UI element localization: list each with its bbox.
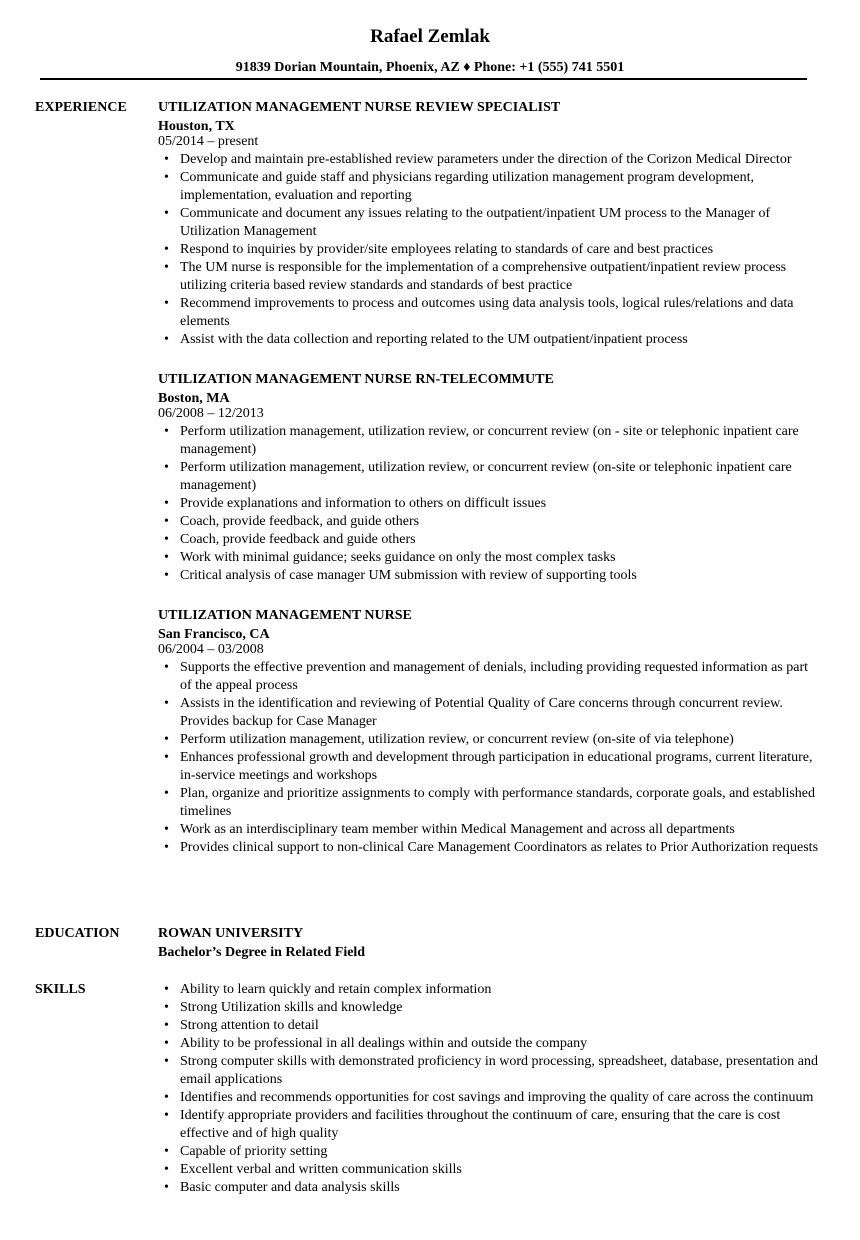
bullet-item — [158, 169, 818, 205]
job-bullets — [158, 151, 818, 349]
bullet-icon: • — [164, 424, 169, 439]
bullet-icon: • — [164, 1054, 169, 1069]
bullet-icon: • — [164, 296, 169, 311]
bullet-icon: • — [164, 1000, 169, 1015]
bullet-text: Work with minimal guidance; seeks guidance on only the most complex tasks — [180, 550, 616, 565]
bullet-item — [158, 1035, 818, 1053]
bullet-item — [158, 1143, 818, 1161]
bullet-text: Basic computer and data analysis skills — [180, 1180, 400, 1195]
bullet-text: Plan, organize and prioritize assignments to comply with performance standards, corporate goals, and established timelines — [180, 786, 816, 819]
bullet-icon: • — [164, 260, 169, 275]
bullet-item — [158, 549, 818, 567]
bullet-icon: • — [164, 496, 169, 511]
header-divider — [40, 78, 807, 80]
contact-line: 91839 Dorian Mountain, Phoenix, AZ ♦ Phone: +1 (555) 741 5501 — [235, 60, 625, 75]
bullet-icon: • — [164, 822, 169, 837]
bullet-item — [158, 839, 818, 857]
bullet-text: Assist with the data collection and reporting related to the UM outpatient/inpatient process — [180, 332, 688, 347]
bullet-item — [158, 495, 818, 513]
school-name: ROWAN UNIVERSITY — [158, 926, 304, 941]
bullet-icon: • — [164, 1108, 169, 1123]
bullet-item — [158, 151, 818, 169]
bullet-item — [158, 785, 818, 821]
job-bullets — [158, 659, 818, 857]
bullet-item — [158, 205, 818, 241]
bullet-text: Communicate and document any issues relating to the outpatient/inpatient UM process to the Manager of Utilization Management — [180, 206, 771, 239]
job-title: UTILIZATION MANAGEMENT NURSE RN-TELECOMMUTE — [158, 372, 554, 387]
bullet-icon: • — [164, 332, 169, 347]
bullet-item — [158, 981, 818, 999]
education-heading: EDUCATION — [35, 926, 120, 941]
bullet-icon: • — [164, 170, 169, 185]
experience-heading: EXPERIENCE — [35, 100, 127, 115]
bullet-icon: • — [164, 568, 169, 583]
bullet-text: Strong Utilization skills and knowledge — [180, 1000, 403, 1015]
candidate-name: Rafael Zemlak — [370, 26, 490, 47]
bullet-text: Excellent verbal and written communication skills — [180, 1162, 462, 1177]
bullet-text: Provide explanations and information to others on difficult issues — [180, 496, 547, 511]
bullet-item — [158, 1107, 818, 1143]
bullet-item — [158, 331, 818, 349]
bullet-item — [158, 1179, 818, 1197]
bullet-item — [158, 1053, 818, 1089]
bullet-icon: • — [164, 1036, 169, 1051]
bullet-icon: • — [164, 660, 169, 675]
bullet-item — [158, 999, 818, 1017]
bullet-text: Perform utilization management, utilization review, or concurrent review (on-site or telephonic inpatient care management) — [180, 460, 792, 493]
bullet-item — [158, 659, 818, 695]
job-title: UTILIZATION MANAGEMENT NURSE REVIEW SPECIALIST — [158, 100, 561, 115]
skills-list — [158, 981, 818, 1197]
bullet-text: Respond to inquiries by provider/site employees relating to standards of care and best practices — [180, 242, 714, 257]
bullet-item — [158, 731, 818, 749]
bullet-text: Communicate and guide staff and physicians regarding utilization management program development, implementation, evaluation and reporting — [180, 170, 754, 203]
bullet-icon: • — [164, 1162, 169, 1177]
bullet-icon: • — [164, 1144, 169, 1159]
bullet-text: Strong computer skills with demonstrated proficiency in word processing, spreadsheet, database, presentation and email applications — [180, 1054, 818, 1087]
bullet-icon: • — [164, 532, 169, 547]
bullet-icon: • — [164, 1090, 169, 1105]
bullet-text: Coach, provide feedback and guide others — [180, 532, 416, 547]
bullet-text: Identifies and recommends opportunities for cost savings and improving the quality of care across the continuum — [180, 1090, 814, 1105]
bullet-text: Ability to be professional in all dealings within and outside the company — [180, 1036, 588, 1051]
bullet-icon: • — [164, 460, 169, 475]
bullet-text: Identify appropriate providers and facilities throughout the continuum of care, ensuring that the care is cost effective and of high quality — [180, 1108, 781, 1141]
job-location: Houston, TX — [158, 119, 235, 134]
bullet-icon: • — [164, 152, 169, 167]
job-entry — [158, 99, 818, 349]
bullet-text: Assists in the identification and reviewing of Potential Quality of Care concerns through concurrent review. Provides backup for Case Manager — [180, 696, 783, 729]
bullet-item — [158, 567, 818, 585]
bullet-item — [158, 423, 818, 459]
bullet-text: Develop and maintain pre-established review parameters under the direction of the Corizon Medical Director — [180, 152, 792, 167]
bullet-text: Provides clinical support to non-clinical Care Management Coordinators as relates to Prior Authorization requests — [180, 840, 819, 855]
job-location: San Francisco, CA — [158, 627, 270, 642]
bullet-icon: • — [164, 750, 169, 765]
bullet-item — [158, 749, 818, 785]
bullet-item — [158, 1089, 818, 1107]
bullet-text: The UM nurse is responsible for the implementation of a comprehensive outpatient/inpatient review process utilizing criteria based review standards and standards of best practice — [180, 260, 787, 293]
bullet-icon: • — [164, 206, 169, 221]
bullet-icon: • — [164, 550, 169, 565]
bullet-icon: • — [164, 696, 169, 711]
job-dates: 06/2004 – 03/2008 — [158, 642, 264, 657]
bullet-icon: • — [164, 514, 169, 529]
degree: Bachelor’s Degree in Related Field — [158, 945, 366, 960]
bullet-icon: • — [164, 732, 169, 747]
skills-block — [158, 981, 818, 1197]
job-title: UTILIZATION MANAGEMENT NURSE — [158, 608, 412, 623]
bullet-text: Perform utilization management, utilization review, or concurrent review (on - site or telephonic inpatient care management) — [180, 424, 799, 457]
job-bullets — [158, 423, 818, 585]
bullet-text: Work as an interdisciplinary team member within Medical Management and across all departments — [180, 822, 735, 837]
bullet-text: Recommend improvements to process and outcomes using data analysis tools, logical rules/relations and data elements — [180, 296, 794, 329]
job-entry — [158, 607, 818, 857]
bullet-item — [158, 241, 818, 259]
bullet-item — [158, 695, 818, 731]
bullet-text: Ability to learn quickly and retain complex information — [180, 982, 492, 997]
bullet-item — [158, 295, 818, 331]
experience-list — [158, 99, 818, 879]
job-entry — [158, 371, 818, 585]
bullet-text: Supports the effective prevention and management of denials, including providing requested information as part of the appeal process — [180, 660, 809, 693]
bullet-icon: • — [164, 786, 169, 801]
bullet-item — [158, 459, 818, 495]
bullet-item — [158, 1161, 818, 1179]
bullet-item — [158, 513, 818, 531]
bullet-icon: • — [164, 1180, 169, 1195]
bullet-item — [158, 821, 818, 839]
bullet-text: Strong attention to detail — [180, 1018, 319, 1033]
job-dates: 06/2008 – 12/2013 — [158, 406, 264, 421]
bullet-item — [158, 259, 818, 295]
education-block — [158, 925, 818, 963]
bullet-icon: • — [164, 982, 169, 997]
bullet-text: Capable of priority setting — [180, 1144, 328, 1159]
bullet-text: Critical analysis of case manager UM submission with review of supporting tools — [180, 568, 637, 583]
bullet-item — [158, 531, 818, 549]
bullet-text: Enhances professional growth and development through participation in educational programs, current literature, in-service meetings and workshops — [180, 750, 813, 783]
bullet-text: Perform utilization management, utilization review, or concurrent review (on-site of via telephone) — [180, 732, 734, 747]
bullet-icon: • — [164, 840, 169, 855]
bullet-text: Coach, provide feedback, and guide others — [180, 514, 420, 529]
bullet-item — [158, 1017, 818, 1035]
job-dates: 05/2014 – present — [158, 134, 259, 149]
bullet-icon: • — [164, 1018, 169, 1033]
job-location: Boston, MA — [158, 391, 230, 406]
skills-heading: SKILLS — [35, 982, 86, 997]
bullet-icon: • — [164, 242, 169, 257]
